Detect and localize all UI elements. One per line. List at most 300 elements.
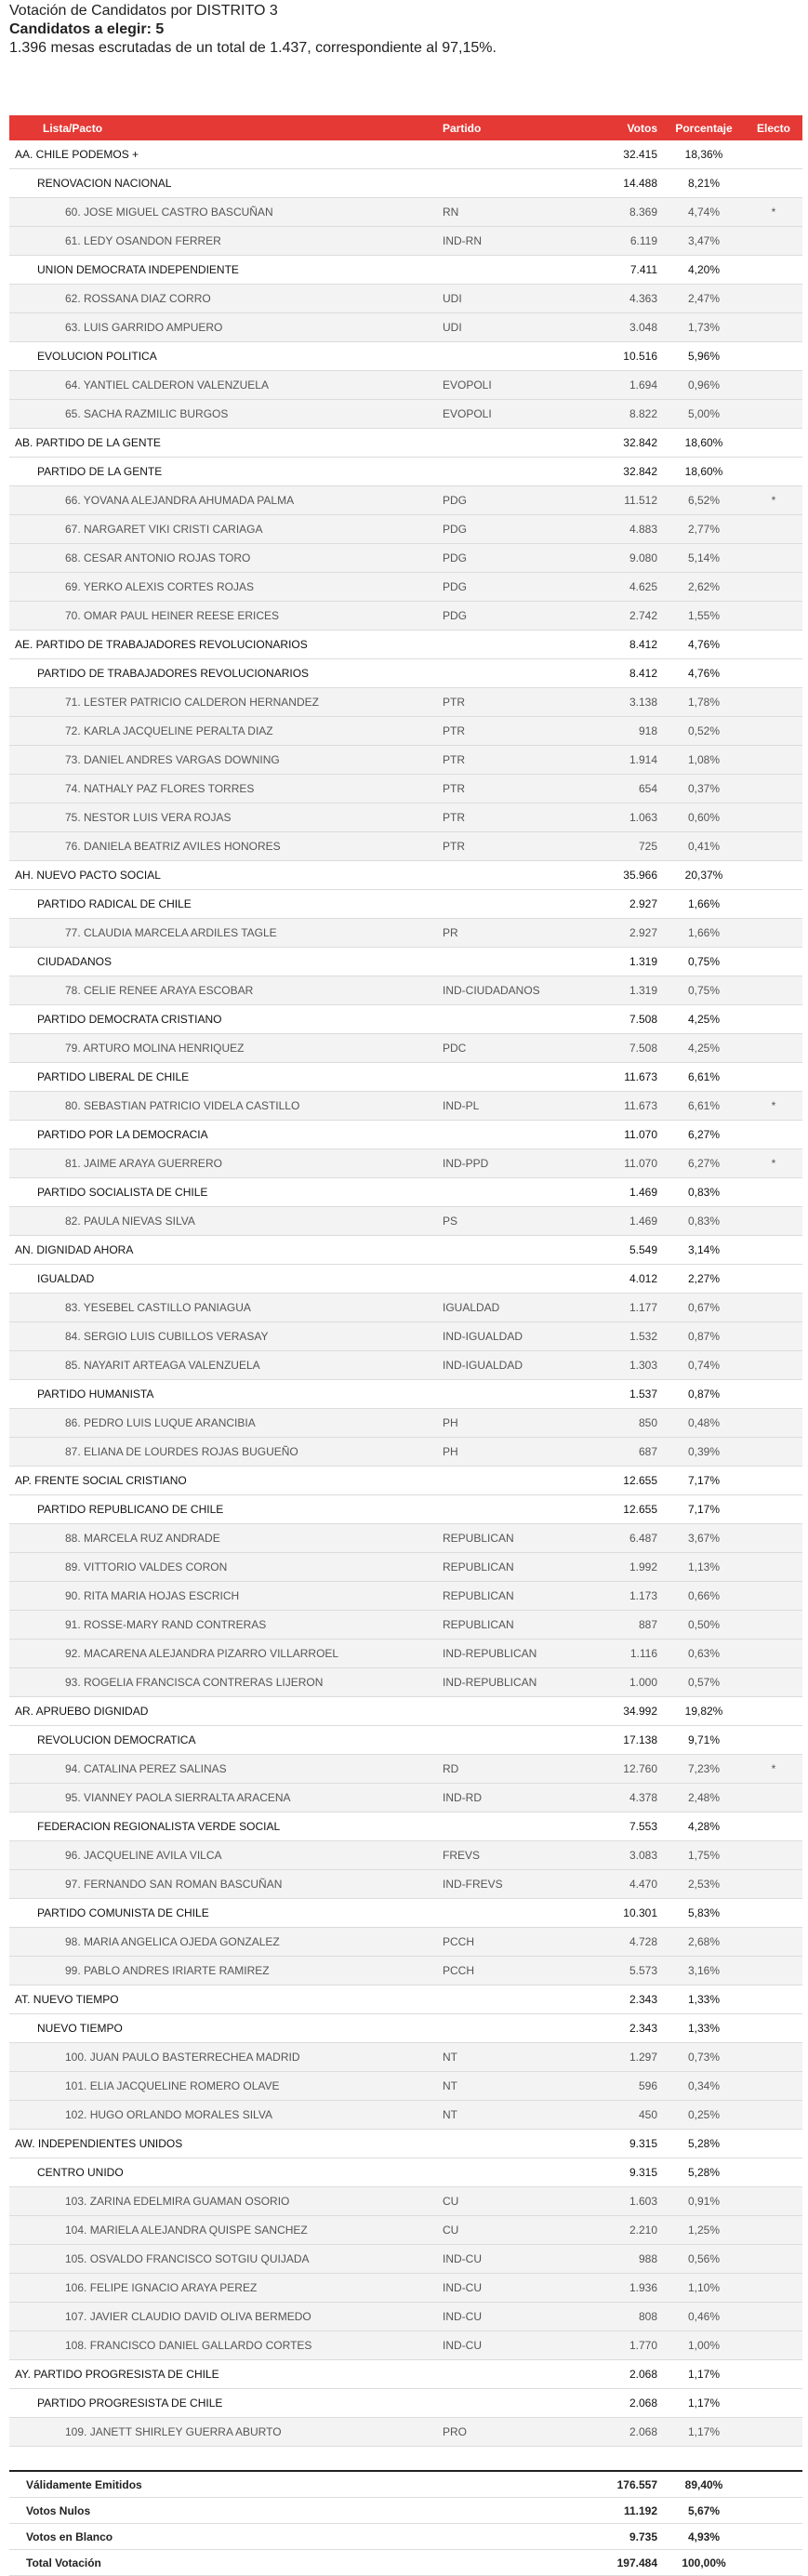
row-name: PARTIDO DE TRABAJADORES REVOLUCIONARIOS [9,659,437,688]
row-votes: 887 [590,1611,663,1640]
row-votes: 9.315 [590,2130,663,2158]
row-party: REPUBLICAN [437,1582,590,1611]
row-name: 95. VIANNEY PAOLA SIERRALTA ARACENA [9,1784,437,1812]
row-votes: 3.048 [590,313,663,342]
candidate-row [9,775,802,803]
candidate-row [9,486,802,515]
row-party: PDG [437,515,590,544]
candidate-row [9,1351,802,1380]
row-percentage: 4,76% [663,631,745,659]
row-percentage: 2,62% [663,573,745,602]
row-votes: 14.488 [590,169,663,198]
row-percentage: 7,23% [663,1755,745,1784]
candidate-row [9,803,802,832]
row-name: 68. CESAR ANTONIO ROJAS TORO [9,544,437,573]
row-votes: 3.083 [590,1841,663,1870]
party-row [9,2158,802,2187]
row-party [437,1985,590,2014]
row-party [437,1697,590,1726]
row-votes: 1.173 [590,1582,663,1611]
party-row [9,1812,802,1841]
row-party: PS [437,1207,590,1236]
row-elected-mark [745,2303,802,2331]
row-votes: 4.625 [590,573,663,602]
row-percentage: 1,00% [663,2331,745,2360]
row-percentage: 0,73% [663,2043,745,2072]
row-name: 65. SACHA RAZMILIC BURGOS [9,400,437,429]
row-elected-mark [745,2245,802,2274]
row-party: REPUBLICAN [437,1611,590,1640]
row-percentage: 1,73% [663,313,745,342]
row-elected-mark [745,515,802,544]
totals-spacer [745,2471,802,2498]
candidate-row [9,515,802,544]
row-name: EVOLUCION POLITICA [9,342,437,371]
party-row [9,1121,802,1149]
candidate-row [9,371,802,400]
row-votes: 850 [590,1409,663,1438]
row-name: AP. FRENTE SOCIAL CRISTIANO [9,1467,437,1495]
row-elected-mark [745,400,802,429]
row-party: RD [437,1755,590,1784]
row-party: PTR [437,688,590,717]
totals-label: Votos en Blanco [9,2524,590,2550]
party-row [9,1495,802,1524]
totals-percentage: 89,40% [663,2471,745,2498]
row-party: IND-IGUALDAD [437,1351,590,1380]
row-percentage: 1,33% [663,1985,745,2014]
row-percentage: 5,28% [663,2158,745,2187]
row-percentage: 5,00% [663,400,745,429]
row-name: CENTRO UNIDO [9,2158,437,2187]
row-elected-mark [745,1611,802,1640]
candidate-row [9,1438,802,1467]
totals-spacer [745,2550,802,2576]
row-name: AN. DIGNIDAD AHORA [9,1236,437,1265]
row-name: IGUALDAD [9,1265,437,1294]
row-party: PTR [437,746,590,775]
row-percentage: 4,20% [663,256,745,285]
row-name: PARTIDO HUMANISTA [9,1380,437,1409]
row-percentage: 3,47% [663,227,745,256]
row-name: AH. NUEVO PACTO SOCIAL [9,861,437,890]
row-percentage: 1,17% [663,2418,745,2447]
party-row [9,256,802,285]
col-header-votos[interactable]: Votos [590,115,663,140]
totals-spacer [745,2498,802,2524]
candidate-row [9,400,802,429]
results-table [9,115,802,2447]
row-elected-mark [745,1467,802,1495]
row-votes: 687 [590,1438,663,1467]
row-percentage: 0,91% [663,2187,745,2216]
row-votes: 596 [590,2072,663,2101]
row-party: IND-REPUBLICAN [437,1668,590,1697]
row-elected-mark [745,1438,802,1467]
results-table-body [9,140,802,2447]
row-name: 71. LESTER PATRICIO CALDERON HERNANDEZ [9,688,437,717]
row-name: 105. OSVALDO FRANCISCO SOTGIU QUIJADA [9,2245,437,2274]
row-name: CIUDADANOS [9,948,437,976]
row-party [437,256,590,285]
candidate-row [9,832,802,861]
row-votes: 3.138 [590,688,663,717]
row-votes: 2.068 [590,2418,663,2447]
row-votes: 4.470 [590,1870,663,1899]
row-votes: 4.012 [590,1265,663,1294]
row-name: 88. MARCELA RUZ ANDRADE [9,1524,437,1553]
row-party [437,1265,590,1294]
row-elected-mark [745,313,802,342]
row-party: IND-PL [437,1092,590,1121]
row-votes: 1.319 [590,948,663,976]
row-party: REPUBLICAN [437,1553,590,1582]
row-name: 64. YANTIEL CALDERON VALENZUELA [9,371,437,400]
row-votes: 10.516 [590,342,663,371]
row-name: NUEVO TIEMPO [9,2014,437,2043]
row-party: CU [437,2216,590,2245]
pacto-row [9,861,802,890]
row-votes: 11.673 [590,1063,663,1092]
row-name: 102. HUGO ORLANDO MORALES SILVA [9,2101,437,2130]
row-elected-mark [745,1582,802,1611]
row-votes: 11.070 [590,1121,663,1149]
row-percentage: 1,17% [663,2360,745,2389]
row-name: 83. YESEBEL CASTILLO PANIAGUA [9,1294,437,1322]
row-percentage: 6,61% [663,1092,745,1121]
candidate-row [9,2303,802,2331]
row-elected-mark [745,2101,802,2130]
row-votes: 1.992 [590,1553,663,1582]
party-row [9,169,802,198]
row-party: REPUBLICAN [437,1524,590,1553]
row-name: 78. CELIE RENEE ARAYA ESCOBAR [9,976,437,1005]
row-elected-mark [745,1265,802,1294]
row-percentage: 0,75% [663,948,745,976]
row-party [437,1380,590,1409]
row-name: 66. YOVANA ALEJANDRA AHUMADA PALMA [9,486,437,515]
candidate-row [9,1322,802,1351]
row-party: CU [437,2187,590,2216]
row-votes: 34.992 [590,1697,663,1726]
candidate-row [9,1957,802,1985]
totals-row [9,2471,802,2498]
row-votes: 1.063 [590,803,663,832]
row-party: PR [437,919,590,948]
row-votes: 11.512 [590,486,663,515]
row-party [437,1178,590,1207]
party-row [9,1899,802,1928]
row-elected-mark [745,1322,802,1351]
candidate-row [9,573,802,602]
row-percentage: 0,48% [663,1409,745,1438]
row-name: 103. ZARINA EDELMIRA GUAMAN OSORIO [9,2187,437,2216]
row-percentage: 0,25% [663,2101,745,2130]
row-name: 80. SEBASTIAN PATRICIO VIDELA CASTILLO [9,1092,437,1121]
row-party [437,948,590,976]
candidate-row [9,1841,802,1870]
party-row [9,1178,802,1207]
row-elected-mark [745,2331,802,2360]
row-party [437,2130,590,2158]
row-votes: 7.411 [590,256,663,285]
row-elected-mark [745,948,802,976]
row-elected-mark [745,1495,802,1524]
row-name: 61. LEDY OSANDON FERRER [9,227,437,256]
row-percentage: 2,27% [663,1265,745,1294]
row-votes: 1.297 [590,2043,663,2072]
row-votes: 17.138 [590,1726,663,1755]
row-party: PH [437,1438,590,1467]
party-row [9,948,802,976]
row-percentage: 0,60% [663,803,745,832]
row-percentage: 6,27% [663,1149,745,1178]
candidate-row [9,2274,802,2303]
row-percentage: 4,74% [663,198,745,227]
row-votes: 4.378 [590,1784,663,1812]
candidate-row [9,1582,802,1611]
row-votes: 12.655 [590,1495,663,1524]
row-votes: 5.573 [590,1957,663,1985]
totals-table [9,2470,802,2576]
row-name: PARTIDO PROGRESISTA DE CHILE [9,2389,437,2418]
row-elected-mark [745,976,802,1005]
row-votes: 1.694 [590,371,663,400]
candidate-row [9,2187,802,2216]
totals-row [9,2524,802,2550]
row-percentage: 5,83% [663,1899,745,1928]
candidate-row [9,602,802,631]
row-percentage: 0,75% [663,976,745,1005]
row-elected-mark [745,227,802,256]
row-party [437,1121,590,1149]
row-votes: 808 [590,2303,663,2331]
row-percentage: 20,37% [663,861,745,890]
col-header-lista[interactable]: Lista/Pacto [9,115,437,140]
row-votes: 8.822 [590,400,663,429]
row-name: 73. DANIEL ANDRES VARGAS DOWNING [9,746,437,775]
row-elected-mark [745,2274,802,2303]
row-percentage: 0,83% [663,1207,745,1236]
candidate-row [9,1294,802,1322]
row-elected-mark [745,1553,802,1582]
row-votes: 2.068 [590,2360,663,2389]
row-votes: 5.549 [590,1236,663,1265]
row-votes: 8.369 [590,198,663,227]
col-header-electo[interactable]: Electo [745,115,802,140]
row-party [437,2158,590,2187]
row-name: PARTIDO LIBERAL DE CHILE [9,1063,437,1092]
row-percentage: 4,25% [663,1034,745,1063]
row-elected-mark [745,2130,802,2158]
col-header-porcentaje[interactable]: Porcentaje [663,115,745,140]
row-elected-mark [745,169,802,198]
row-name: 108. FRANCISCO DANIEL GALLARDO CORTES [9,2331,437,2360]
party-row [9,659,802,688]
row-name: 92. MACARENA ALEJANDRA PIZARRO VILLARROEL [9,1640,437,1668]
row-name: 104. MARIELA ALEJANDRA QUISPE SANCHEZ [9,2216,437,2245]
row-percentage: 0,74% [663,1351,745,1380]
row-elected-mark [745,1178,802,1207]
row-party: PCCH [437,1957,590,1985]
row-votes: 1.177 [590,1294,663,1322]
row-votes: 4.363 [590,285,663,313]
candidate-row [9,688,802,717]
row-party [437,1063,590,1092]
row-party: IGUALDAD [437,1294,590,1322]
row-name: 62. ROSSANA DIAZ CORRO [9,285,437,313]
row-elected-mark [745,2187,802,2216]
row-elected-mark [745,2158,802,2187]
row-party [437,659,590,688]
row-name: 81. JAIME ARAYA GUERRERO [9,1149,437,1178]
candidate-row [9,1784,802,1812]
candidate-row [9,1409,802,1438]
row-party: PCCH [437,1928,590,1957]
row-percentage: 6,52% [663,486,745,515]
candidate-row [9,285,802,313]
candidate-row [9,919,802,948]
row-percentage: 2,53% [663,1870,745,1899]
candidate-row [9,717,802,746]
totals-spacer [745,2524,802,2550]
totals-votes: 11.192 [590,2498,663,2524]
row-elected-mark [745,1985,802,2014]
row-percentage: 7,17% [663,1467,745,1495]
candidate-row [9,2331,802,2360]
row-name: RENOVACION NACIONAL [9,169,437,198]
candidate-row [9,2418,802,2447]
totals-label: Válidamente Emitidos [9,2471,590,2498]
row-votes: 1.469 [590,1178,663,1207]
row-elected-mark [745,2014,802,2043]
party-row [9,1063,802,1092]
row-percentage: 5,14% [663,544,745,573]
row-name: 91. ROSSE-MARY RAND CONTRERAS [9,1611,437,1640]
row-name: PARTIDO SOCIALISTA DE CHILE [9,1178,437,1207]
col-header-partido[interactable]: Partido [437,115,590,140]
row-name: 93. ROGELIA FRANCISCA CONTRERAS LIJERON [9,1668,437,1697]
row-name: 99. PABLO ANDRES IRIARTE RAMIREZ [9,1957,437,1985]
row-elected-mark: * [745,1149,802,1178]
seats-to-elect: Candidatos a elegir: 5 [9,21,165,37]
row-elected-mark [745,2389,802,2418]
row-party: PDC [437,1034,590,1063]
row-votes: 32.842 [590,458,663,486]
row-elected-mark [745,429,802,458]
party-row [9,342,802,371]
row-elected-mark [745,256,802,285]
row-elected-mark [745,1063,802,1092]
row-elected-mark [745,1034,802,1063]
totals-percentage: 5,67% [663,2498,745,2524]
row-party: EVOPOLI [437,371,590,400]
row-name: 106. FELIPE IGNACIO ARAYA PEREZ [9,2274,437,2303]
row-party: FREVS [437,1841,590,1870]
row-elected-mark [745,775,802,803]
row-elected-mark [745,631,802,659]
row-elected-mark [745,1697,802,1726]
row-elected-mark [745,458,802,486]
row-votes: 2.343 [590,2014,663,2043]
row-votes: 10.301 [590,1899,663,1928]
row-votes: 2.210 [590,2216,663,2245]
row-party: NT [437,2072,590,2101]
row-votes: 11.673 [590,1092,663,1121]
row-party [437,2389,590,2418]
row-elected-mark: * [745,1755,802,1784]
row-percentage: 2,47% [663,285,745,313]
candidate-row [9,2245,802,2274]
row-elected-mark [745,1524,802,1553]
row-elected-mark [745,544,802,573]
row-party [437,1495,590,1524]
page-title: Votación de Candidatos por DISTRITO 3 [9,3,278,19]
row-percentage: 3,67% [663,1524,745,1553]
row-name: 84. SERGIO LUIS CUBILLOS VERASAY [9,1322,437,1351]
row-name: 75. NESTOR LUIS VERA ROJAS [9,803,437,832]
totals-votes: 176.557 [590,2471,663,2498]
row-votes: 4.883 [590,515,663,544]
row-party: IND-PPD [437,1149,590,1178]
row-elected-mark [745,573,802,602]
party-row [9,1005,802,1034]
totals-label: Votos Nulos [9,2498,590,2524]
candidate-row [9,1553,802,1582]
row-party [437,169,590,198]
row-votes: 12.655 [590,1467,663,1495]
candidate-row [9,544,802,573]
party-row [9,1265,802,1294]
row-party: PDG [437,486,590,515]
row-elected-mark [745,832,802,861]
row-elected-mark [745,1409,802,1438]
row-name: 89. VITTORIO VALDES CORON [9,1553,437,1582]
row-votes: 12.760 [590,1755,663,1784]
pacto-row [9,2360,802,2389]
row-party [437,429,590,458]
totals-row [9,2498,802,2524]
candidate-row [9,1928,802,1957]
row-elected-mark [745,1640,802,1668]
row-percentage: 5,96% [663,342,745,371]
row-elected-mark [745,1726,802,1755]
row-name: 94. CATALINA PEREZ SALINAS [9,1755,437,1784]
row-votes: 1.936 [590,2274,663,2303]
row-name: 98. MARIA ANGELICA OJEDA GONZALEZ [9,1928,437,1957]
row-elected-mark [745,1380,802,1409]
party-row [9,1726,802,1755]
row-name: AB. PARTIDO DE LA GENTE [9,429,437,458]
candidate-row [9,976,802,1005]
page-header [0,0,808,58]
row-percentage: 18,60% [663,429,745,458]
candidate-row [9,1524,802,1553]
row-percentage: 0,96% [663,371,745,400]
row-votes: 9.315 [590,2158,663,2187]
row-percentage: 1,55% [663,602,745,631]
candidate-row [9,1207,802,1236]
row-name: PARTIDO COMUNISTA DE CHILE [9,1899,437,1928]
row-elected-mark [745,1005,802,1034]
row-party: PDG [437,602,590,631]
row-elected-mark [745,1784,802,1812]
row-name: 90. RITA MARIA HOJAS ESCRICH [9,1582,437,1611]
row-elected-mark [745,1668,802,1697]
row-votes: 7.508 [590,1005,663,1034]
row-percentage: 1,75% [663,1841,745,1870]
party-row [9,890,802,919]
